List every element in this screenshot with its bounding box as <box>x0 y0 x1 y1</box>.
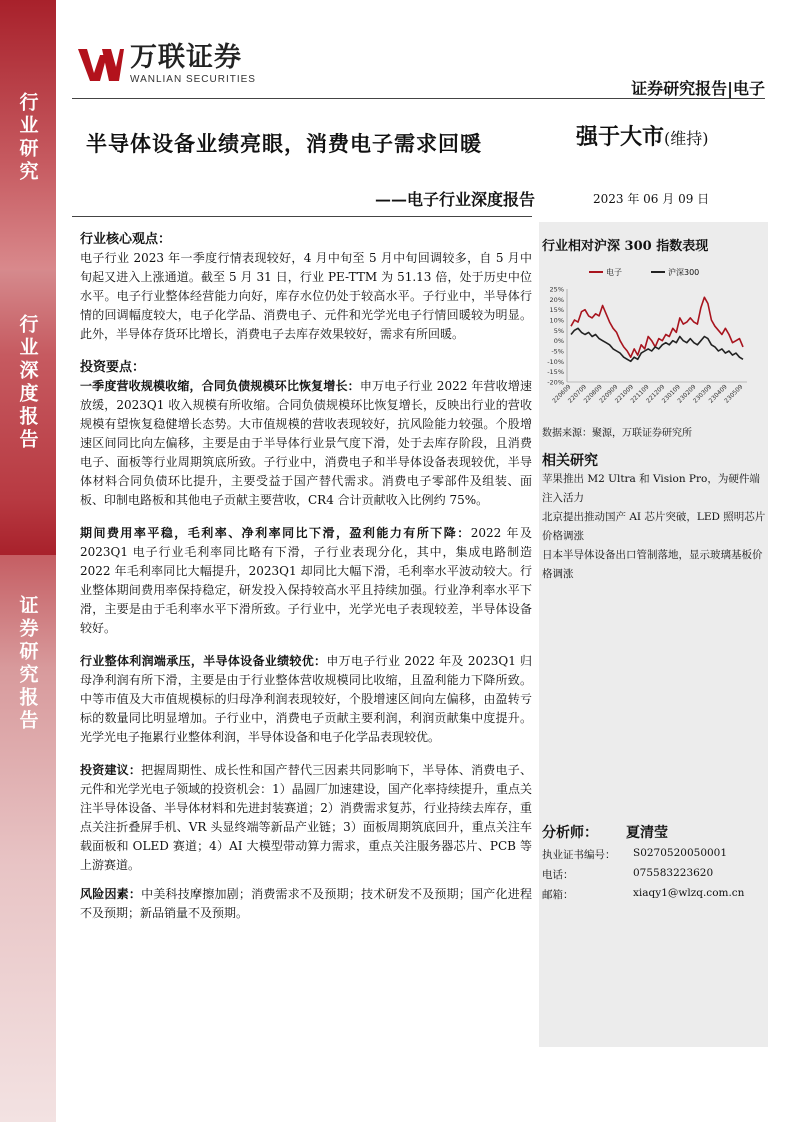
wanlian-logo-icon <box>78 47 124 83</box>
email-row <box>542 887 745 902</box>
x-tick-label: 230109 <box>660 383 682 405</box>
invest-points-heading: 投资要点： <box>80 360 146 375</box>
y-tick-label: 25% <box>549 285 564 294</box>
email-label: 邮箱： <box>542 889 574 901</box>
related-research-heading: 相关研究 <box>542 453 598 469</box>
x-tick-label: 220909 <box>598 383 620 405</box>
x-tick-label: 221209 <box>645 383 667 405</box>
main-content <box>80 230 532 923</box>
y-tick-label: 15% <box>549 306 564 315</box>
y-tick-label: 20% <box>549 295 564 304</box>
y-tick-label: -20% <box>547 378 564 387</box>
x-tick-label: 220709 <box>566 383 589 405</box>
analyst <box>542 822 668 842</box>
core-view-heading: 行业核心观点： <box>80 232 172 247</box>
related-item[interactable]: 日本半导体设备出口管制落地，显示玻璃基板价格调涨 <box>542 549 763 580</box>
suggestion-text: 把握周期性、成长性和国产替代三因素共同影响下，半导体、消费电子、元件和光学光电子领域的投资机会：1）晶圆厂加速建设，国产化率持续提升，重点关注半导体设备、半导体材料和先进封装赛道；2）消费需求复苏，行业持续去库存，重点关注折叠屏手机、VR 头显终端等新品产业链；3）面板周期筑底回升，重点关注车载面板和 OLED 赛道；4）AI 大模型带动算力需求，重点关注服务器芯片、PCB 等上游赛道。 <box>80 763 532 872</box>
invest-point-2 <box>80 524 532 638</box>
phone-number: 075583223620 <box>633 867 714 879</box>
x-tick-label: 230409 <box>707 383 729 405</box>
sidebar-label-deep-report: 行业深度报告 <box>16 314 39 452</box>
y-tick-label: 5% <box>553 326 564 335</box>
invest-point-3 <box>80 652 532 747</box>
email-address[interactable]: xiaqy1@wlzq.com.cn <box>633 887 745 899</box>
invest-point-2-lead: 期间费用率平稳，毛利率、净利率同比下滑，盈利能力有所下降： <box>80 526 471 540</box>
x-tick-label: 221109 <box>629 383 651 405</box>
analyst-name: 夏清莹 <box>626 825 668 841</box>
x-tick-label: 220609 <box>551 383 573 405</box>
rating-main: 强于大市 <box>576 124 665 150</box>
report-subtitle: ——电子行业深度报告 <box>374 190 535 209</box>
sidebar-segment-industry-research <box>0 0 56 270</box>
invest-point-3-lead: 行业整体利润端承压，半导体设备业绩较优： <box>80 654 327 668</box>
invest-point-3-text: 申万电子行业 2022 年及 2023Q1 归母净利润有所下滑，主要是由于行业整体营收规模同比收缩，且盈利能力下降所致。中等市值及大市值规模标的归母净利润表现较好，个股增速区间向左偏移，由盈转亏标的数量同比明显增加。子行业中，消费电子贡献主要利润，利润贡献集中度提升。光学光电子拖累行业整体利润，半导体设备和电子化学品表现较优。 <box>80 654 532 744</box>
related-research-list <box>542 470 766 584</box>
sidebar-segment-deep-report <box>0 270 56 555</box>
phone-row <box>542 867 714 882</box>
risk-factors <box>80 885 532 923</box>
y-tick-label: 0% <box>553 337 564 346</box>
relative-performance-chart <box>539 260 768 420</box>
related-item[interactable]: 苹果推出 M2 Ultra 和 Vision Pro，为硬件端注入活力 <box>542 473 760 504</box>
risk-text: 中美科技摩擦加剧；消费需求不及预期；技术研发不及预期；国产化进程不及预期；新品销量不及预期。 <box>80 887 532 920</box>
header-divider <box>72 98 765 99</box>
logo-chinese-name: 万联证券 <box>130 42 242 73</box>
invest-point-1 <box>80 377 532 510</box>
company-logo <box>78 44 256 85</box>
invest-point-1-text: 申万电子行业 2022 年营收增速放缓，2023Q1 收入规模有所收缩。合同负债规模环比恢复增长，反映出行业的营收规模有望恢复稳健增长态势。大市值规模的营收表现较好，抗风险能力较强。个股增速区间同比向左偏移，主要是由于半导体行业景气度下滑，处于去库存阶段，且消费电子、面板等行业周期筑底所致。子行业中，消费电子和半导体设备表现较优，半导体材料合同负债环比提升，主要受益于国产替代需求。消费电子零部件及组装、面板、印制电路板和其他电子贡献主要营收，CR4 合计贡献收入比例约 75%。 <box>80 379 532 507</box>
title-divider <box>72 216 532 217</box>
analyst-label: 分析师： <box>542 825 598 841</box>
risk-lead: 风险因素： <box>80 887 142 901</box>
data-source: 数据来源：聚源，万联证券研究所 <box>542 428 692 439</box>
invest-point-2-text: 2022 年及 2023Q1 电子行业毛利率同比略有下滑，子行业表现分化，其中，集成电路制造 2022 年毛利率同比大幅提升，2023Q1 却同比大幅下滑，毛利率水平波动较大。行业整体期间费用率保持稳定，研发投入保持较高水平且持续加强。行业净利率水平下滑，主要是由于毛利率水平下滑所致。子行业中，光学光电子表现较差，半导体设备较好。 <box>80 526 532 635</box>
x-tick-label: 230209 <box>676 383 698 405</box>
investment-suggestion <box>80 761 532 875</box>
logo-english-name: WANLIAN SECURITIES <box>130 74 256 85</box>
y-tick-label: -10% <box>547 357 564 366</box>
rating-note: (维持) <box>664 129 709 148</box>
report-date: 2023 年 06 月 09 日 <box>593 192 710 206</box>
x-tick-label: 221009 <box>613 383 635 405</box>
cert-label: 执业证书编号： <box>542 849 616 861</box>
sidebar <box>0 0 56 1122</box>
y-tick-label: 10% <box>549 316 564 325</box>
invest-point-1-lead: 一季度营收规模收缩，合同负债规模环比恢复增长： <box>80 379 360 393</box>
phone-label: 电话： <box>542 869 574 881</box>
cert-row <box>542 847 728 862</box>
related-item[interactable]: 北京提出推动国产 AI 芯片突破，LED 照明芯片价格调涨 <box>542 511 766 542</box>
report-title: 半导体设备业绩亮眼，消费电子需求回暖 <box>86 131 482 156</box>
cert-number: S0270520050001 <box>633 847 728 859</box>
chart-title: 行业相对沪深 300 指数表现 <box>542 239 709 254</box>
x-tick-label: 230509 <box>723 383 745 405</box>
sidebar-label-industry-research: 行业研究 <box>16 92 39 184</box>
y-tick-label: -5% <box>551 347 564 356</box>
core-view-text: 电子行业 2023 年一季度行情表现较好，4 月中旬至 5 月中旬回调较多，自 5 月中旬起又进入上涨通道。截至 5 月 31 日，行业 PE-TTM 为 51.13 倍，处于历史中位水平。电子行业整体经营能力向好，库存水位仍处于较高水平。子行业中，半导体行情的回调幅度较大，电子化学品、消费电子、元件和光学光电子行情回暖较为明显。此外，半导体存货环比增长，消费电子去库存效果较好，需求有所回暖。 <box>80 251 532 341</box>
y-tick-label: -15% <box>547 368 564 377</box>
sidebar-label-securities-report: 证券研究报告 <box>16 595 39 733</box>
rating <box>576 120 709 151</box>
legend-label: 电子 <box>606 268 622 277</box>
series-line <box>571 328 743 361</box>
report-type: 证券研究报告|电子 <box>631 79 765 98</box>
sidebar-segment-securities-report <box>0 555 56 1122</box>
legend-label: 沪深300 <box>668 268 700 277</box>
sidebar-panel <box>539 222 768 1047</box>
x-tick-label: 230309 <box>691 383 714 405</box>
suggestion-lead: 投资建议： <box>80 763 142 777</box>
x-tick-label: 220809 <box>582 383 604 405</box>
